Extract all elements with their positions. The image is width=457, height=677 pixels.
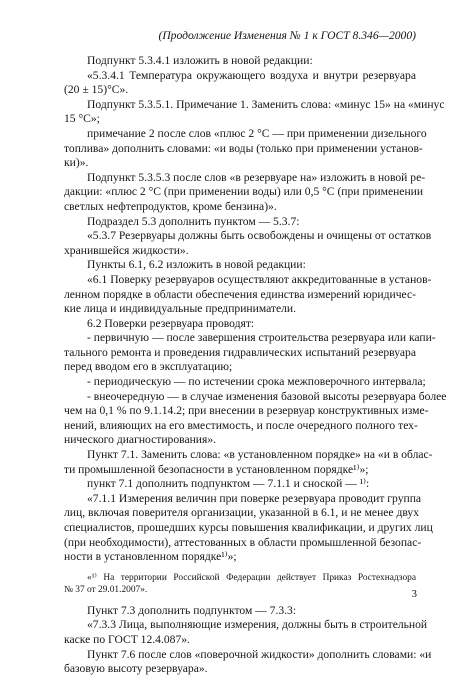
text-line: примечание 2 после слов «плюс 2 °С — при применении дизельного (87, 126, 427, 140)
text-line: Подпункт 5.3.5.3 после слов «в резервуаре на» изложить в новой ре- (87, 170, 426, 184)
text-line: пункт 7.1 дополнить подпунктом — 7.1.1 и сноской — ¹⁾: (87, 477, 370, 491)
text-line: (при необходимости), аттестованных в области промышленной безопас- (64, 535, 422, 549)
text-line: 15 °С»; (64, 112, 100, 126)
text-line: 6.2 Поверки резервуара проводят: (87, 316, 255, 330)
text-line: перед вводом его в эксплуатацию; (64, 360, 233, 374)
text-line: «5.3.7 Резервуары должны быть освобождены и очищены от остатков (87, 229, 432, 243)
text-line: Подпункт 5.3.5.1. Примечание 1. Заменить слова: «минус 15» на «минус (87, 97, 445, 111)
amendment-text-block (64, 54, 447, 565)
text-line: тального ремонта и проведения гидравлических испытаний резервуара (64, 345, 416, 359)
page-number: 3 (411, 588, 417, 600)
text-line: - внеочередную — в случае изменения базовой высоты резервуара более (87, 389, 447, 403)
running-header: (Продолжение Изменения № 1 к ГОСТ 8.346—2000) (158, 29, 416, 42)
footnote-line-1: «¹⁾ На территории Российской Федерации действует Приказ Ростехнадзора (87, 572, 416, 583)
text-line: лиц, включая поверителя организации, указанной в 6.1, и не менее двух (64, 506, 420, 520)
text-line: ки)». (64, 156, 89, 170)
text-line: Пункт 7.1. Заменить слова: «в установленном порядке» на «и в облас- (87, 448, 433, 462)
text-line: хранившейся жидкости». (64, 243, 189, 257)
text-line: ленном порядке в области обеспечения единства измерений юридичес- (64, 287, 416, 301)
text-line: Пункт 7.6 после слов «поверочной жидкости» дополнить словами: «и (87, 647, 432, 661)
text-line: ности в установленном порядке¹⁾»; (64, 550, 237, 564)
text-line: «7.1.1 Измерения величин при поверке резервуара проводит группа (87, 491, 422, 505)
text-line: каске по ГОСТ 12.4.087». (64, 632, 190, 646)
amendment-text-block-2 (64, 603, 432, 677)
text-line: базовую высоту резервуара». (64, 662, 208, 676)
text-line: светлых нефтепродуктов, кроме бензина)». (64, 199, 277, 213)
text-line: - периодическую — по истечении срока межповерочного интервала; (87, 375, 426, 389)
text-line: дакции: «плюс 2 °С (при применении воды) или 0,5 °С (при применении (64, 185, 424, 199)
text-line: кие лица и индивидуальные предприниматели. (64, 302, 297, 316)
text-line: ти промышленной безопасности в установленном порядке¹⁾»; (64, 462, 369, 476)
text-line: «5.3.4.1 Температура окружающего воздуха и внутри резервуара (87, 68, 416, 82)
text-line: нений, влияющих на его вместимость, и после очередного полного тех- (64, 418, 418, 432)
text-line: Пункты 6.1, 6.2 изложить в новой редакции: (87, 258, 306, 272)
text-line: чем на 0,1 % по 9.1.14.2; при внесении в резервуар конструктивных изме- (64, 404, 429, 418)
footnote-line-2: № 37 от 29.01.2007». (64, 584, 148, 595)
text-line: (20 ± 15)°С». (64, 83, 129, 97)
text-line: «6.1 Поверку резервуаров осуществляют аккредитованные в установ- (87, 272, 432, 286)
body-text (64, 54, 447, 677)
text-line: Пункт 7.3 дополнить подпунктом — 7.3.3: (87, 603, 297, 617)
text-line: специалистов, прошедших курсы повышения квалификации, и других лиц (64, 521, 433, 534)
text-line: - первичную — после завершения строительства резервуара или капи- (87, 331, 436, 345)
text-line: Подраздел 5.3 дополнить пунктом — 5.3.7: (87, 214, 300, 228)
text-line: «7.3.3 Лица, выполняющие измерения, должны быть в строительной (87, 618, 428, 632)
text-line: нического диагностирования». (64, 433, 217, 447)
footnote (64, 572, 416, 596)
text-line: топлива» дополнить словами: «и воды (только при применении установ- (64, 141, 423, 155)
text-line: Подпункт 5.3.4.1 изложить в новой редакции: (87, 54, 313, 67)
